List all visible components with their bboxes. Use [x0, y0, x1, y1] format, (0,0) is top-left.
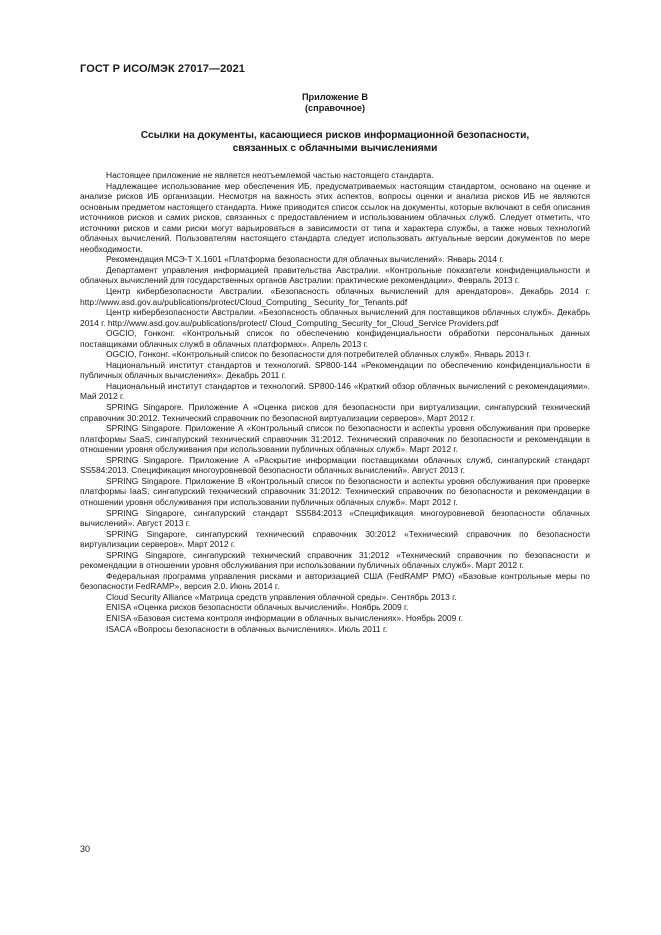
reference-item: Cloud Security Alliance «Матрица средств управления облачной среды». Сентябрь 2013 г.: [106, 591, 457, 602]
intro-paragraph: Настоящее приложение не является неотъемлемой частью настоящего стандарта.: [106, 170, 434, 180]
reference-item: Национальный институт стандартов и технологий. SP800-144 «Рекомендации по обеспечению конфиденциальности в публичных облачных вычислениях». Декабрь 2011 г.: [80, 359, 590, 381]
reference-item: Департамент управления информацией правительства Австралии. «Контрольные показатели конфиденциальности и облачных вычислений для государственных органов Австралии: практические рекомендации». Февраль 2013 г.: [80, 264, 590, 286]
section-title-line-2: связанных с облачными вычислениями: [232, 143, 438, 154]
section-title-line-1: Ссылки на документы, касающиеся рисков информационной безопасности,: [140, 130, 530, 141]
body-text: [80, 170, 590, 634]
reference-item: SPRING Singapore. Приложение А «Раскрытие информации поставщиками облачных служб, сингапурский стандарт SS584:2013. Спецификация многоуровневой безопасности облачных вычислений». Август 2013 г.: [80, 454, 590, 476]
reference-item: Рекомендация МСЭ-Т X.1601 «Платформа безопасности для облачных вычислений». Январь 2014 г.: [106, 254, 504, 265]
reference-item: ENISA «Оценка рисков безопасности облачных вычислений». Ноябрь 2009 г.: [106, 602, 409, 613]
page-number: 30: [80, 844, 91, 854]
reference-item: SPRING Singapore, сингапурский технический справочник 31:2012 «Технический справочник по безопасности и рекомендации в отношении уровня обслуживания при использовании публичных облачных служб». Март 2012 г.: [80, 549, 590, 571]
reference-item: SPRING Singapore, сингапурский стандарт SS584:2013 «Спецификация многоуровневой безопасности облачных вычислений». Август 2013 г.: [80, 507, 590, 529]
section-title: [80, 129, 590, 155]
reference-item: SPRING Singapore. Приложение В «Контрольный список по безопасности и аспекты уровня обслуживания при проверке платформы IaaS, сингапурский технический справочник 31:2012. Технический справочник по безопасности и рекомендации в отношении уровня обслуживания при использовании публичных облачных служб». Март 2012 г.: [80, 475, 590, 507]
reference-item: Федеральная программа управления рисками и авторизацией США (FedRAMP PMO) «Базовые контрольные меры по безопасности FedRAMP», версия 2.0. Июнь 2014 г.: [80, 570, 590, 592]
appendix-label: Приложение В: [301, 92, 369, 102]
intro-paragraph: Надлежащее использование мер обеспечения ИБ, предусматриваемых настоящим стандартом, основано на оценке и анализе рисков ИБ организации. Несмотря на важность этих аспектов, вопросы оценки и анализа рисков ИБ не являются основным предметом настоящего стандарта. Ниже приводится список ссылок на документы, которые включают в себя описания источников рисков и самих рисков, связанных с предоставлением и использованием облачных служб. Следует отметить, что источники рисков и сами риски могут варьироваться в зависимости от типа и характера службы, а также новых технологий облачных вычислений. Пользователям настоящего стандарта следует использовать актуальные версии документов по мере необходимости.: [80, 180, 590, 254]
reference-item: Национальный институт стандартов и технологий. SP800-146 «Краткий обзор облачных вычислений с рекомендациями». Май 2012 г.: [80, 380, 590, 402]
reference-item: SPRING Singapore. Приложение А «Контрольный список по безопасности и аспекты уровня обслуживания при проверке платформы SaaS, сингапурский технический справочник 31:2012. Технический справочник по безопасности и рекомендации в отношении уровня обслуживания при использовании публичных облачных служб». Март 2012 г.: [80, 423, 590, 455]
reference-item: SPRING Singapore, сингапурский технический справочник 30:2012 «Технический справочник по безопасности виртуализации серверов». Март 2012 г.: [80, 528, 590, 550]
reference-item: Центр кибербезопасности Австралии. «Безопасность облачных вычислений для арендаторов». Декабрь 2014 г. http://www.asd.gov.au/publications/protect/Cloud_Computing_ Security_for_Tenants.pdf: [80, 286, 590, 307]
reference-item: SPRING Singapore. Приложение А «Оценка рисков для безопасности при виртуализации, сингапурский технический справочник 30:2012. Технический справочник по безопасной виртуализации серверов». Март 2012 г.: [80, 402, 590, 423]
appendix-heading: [80, 92, 590, 114]
reference-item: ISACA «Вопросы безопасности в облачных вычислениях». Июль 2011 г.: [106, 623, 388, 634]
reference-item: ENISA «Базовая система контроля информации в облачных вычислениях». Ноябрь 2009 г.: [106, 612, 464, 623]
reference-item: Центр кибербезопасности Австралии. «Безопасность облачных вычислений для поставщиков облачных служб». Декабрь 2014 г. http://www.asd.gov.au/publications/protect/ Cloud_Computing_Security_for_Cloud_Service Providers.pdf: [80, 307, 590, 328]
appendix-type: (справочное): [304, 103, 365, 113]
reference-item: OGCIO, Гонконг. «Контрольный список по безопасности для потребителей облачных служб». Январь 2013 г.: [106, 349, 531, 360]
standard-header: ГОСТ Р ИСО/МЭК 27017—2021: [80, 63, 245, 75]
reference-item: OGCIO, Гонконг. «Контрольный список по обеспечению конфиденциальности обработки персональных данных поставщиками облачных служб в облачных платформах». Апрель 2013 г.: [80, 328, 590, 349]
